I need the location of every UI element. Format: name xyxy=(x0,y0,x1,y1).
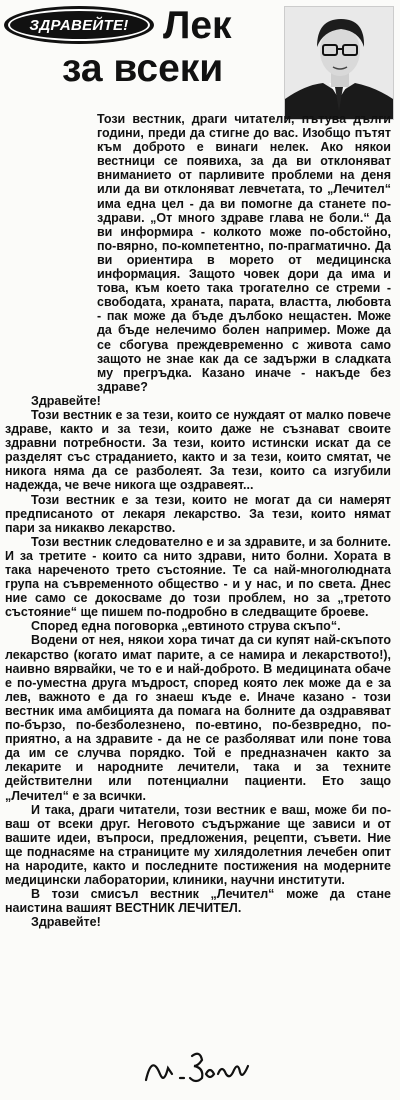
paragraph-9: В този смисъл вестник „Лечител“ може да стане наистина вашият ВЕСТНИК ЛЕЧИТЕЛ. xyxy=(5,887,391,916)
paragraph-4: Този вестник е за тези, които не могат да си намерят предписаното от лекаря лекарство. За тези, които нямат пари за никакво лекарство. xyxy=(5,492,391,535)
author-portrait-image xyxy=(285,7,393,119)
paragraph-10: Здравейте! xyxy=(31,915,101,930)
paragraph-1: Този вестник, драги читатели, пътува дълги години, преди да стигне до вас. Изобщо пътят към доброто е винаги нелек. Ако някои вестници се появиха, за да ви отклоняват вниманието от парливите проблеми на деня или да ви отклоняват левчетата, то „Лечител“ има една цел - да ви помогне да станете по-здрави. „От много здраве глава не боли.“ Да ви информира - колкото може по-обстойно, по-вярно, по-компетентно, по-прагматично. Да ви ориентира в морето от медицинска информация. Защото човек дори да има и това, към което така трогателно се стреми - свободата, храната, парата, властта, любовта - пак може да бъде дълбоко нещастен. Може да бъде нелечимо болен например. Може да се сбогува преждевременно с живота само защото не знае как да се задържи в сладката му прегръдка. Казано иначе - накъде без здраве? xyxy=(97,112,391,394)
paragraph-5: Този вестник следователно е и за здравите, и за болните. И за третите - които са нито здрави, нито болни. Хората в така нареченото трето състояние. Те са най-многолюдната група на съвременното общество - и у нас, и по света. Днес ние само се докосваме до този проблем, но за „третото състояние“ ще пишем по-подробно в следващите броеве. xyxy=(5,534,392,620)
paragraph-6: Според една поговорка „евтиното струва скъпо“. xyxy=(31,619,341,634)
paragraph-8: И така, драги читатели, този вестник е ваш, може би по-ваш от всеки друг. Неговото съдържание ще зависи и от вашите идеи, въпроси, предложения, рецепти, съвети. Ние ще поднасяме на страниците му хилядолетния лечебен опит на народите, както и последните постижения на модерните медицински лаборатории, клиники, научни институти. xyxy=(5,802,391,888)
headline-line-1: Лек xyxy=(163,4,232,47)
paragraph-3: Този вестник е за тези, които се нуждаят от малко повече здраве, както и за тези, които даже не съзнават своите здравни потребности. За тези, които истински искат да се разделят със страданието, както и за тези, които смятат, че никога няма да се разболеят. За тези, които са изгубили надежда, че вече никога ще оздравеят... xyxy=(5,407,391,493)
headline xyxy=(62,4,292,90)
paragraph-2: Здравейте! xyxy=(31,393,101,408)
greeting-badge-label: ЗДРАВЕЙТЕ! xyxy=(8,9,150,41)
author-signature xyxy=(140,1044,260,1090)
headline-line-2: за всеки xyxy=(62,47,224,90)
editorial-article xyxy=(5,112,391,929)
paragraph-7: Водени от нея, някои хора тичат да си купят най-скъпото лекарство (когато имат парите, а се намира и лекарството!), наивно вярвайки, че то е и най-доброто. В медицината обаче е по-уместна друга мъдрост, според която лек може да е за лев, важното е да го знаеш къде е. Иначе казано - този вестник има амбицията да помага на болните да оздравяват по-бързо, по-безболезнено, по-евтино, по-безвредно, по-приятно, а на здравите - да не се разболяват или поне това да им се случва порядко. Той е предназначен както за лекарите и народните лечители, така и за техните действителни или потенциални пациенти. Ето защо „Лечител“ е за всички. xyxy=(5,633,391,803)
author-portrait xyxy=(284,6,394,120)
